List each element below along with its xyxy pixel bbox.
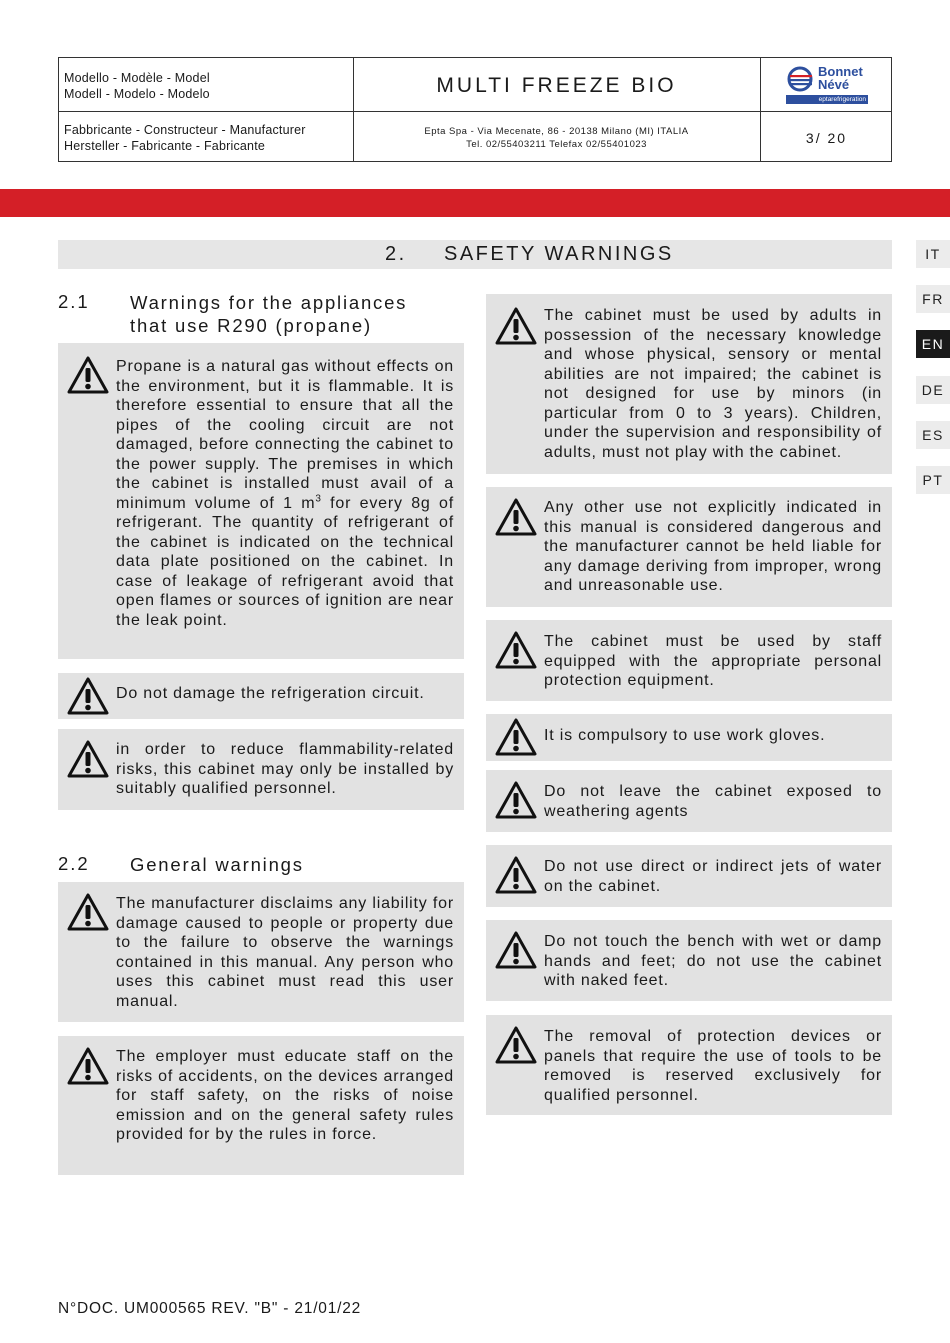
warning-triangle-icon — [494, 717, 538, 757]
subsection-2-1-title — [130, 291, 407, 337]
lang-tab-de[interactable]: DE — [916, 376, 950, 404]
warning-box-propane — [58, 343, 464, 659]
document-number-footer: N°DOC. UM000565 REV. "B" - 21/01/22 — [58, 1300, 362, 1317]
warning-text: Do not damage the refrigeration circuit. — [116, 685, 425, 702]
logo-wordmark — [818, 66, 863, 91]
warning-text: Do not use direct or indirect jets of water on the cabinet. — [544, 858, 882, 895]
warning-triangle-icon — [494, 780, 538, 820]
warning-text — [116, 357, 454, 630]
bonnet-neve-logo — [786, 66, 870, 106]
page-number: 3/ 20 — [805, 130, 848, 146]
model-title: MULTI FREEZE BIO — [436, 74, 677, 97]
warning-box-ppe — [486, 620, 892, 701]
warning-triangle-icon — [66, 1046, 110, 1086]
subsection-2-1-title-line-1: Warnings for the appliances — [130, 292, 408, 313]
warning-triangle-icon — [494, 497, 538, 537]
lang-tab-fr[interactable]: FR — [916, 285, 950, 313]
logo-emblem-icon — [786, 66, 816, 94]
warning-box-wet-hands — [486, 920, 892, 1001]
address-line-2: Tel. 02/55403211 Telefax 02/55401023 — [466, 138, 647, 150]
section-number: 2. — [385, 243, 407, 265]
section-title: SAFETY WARNINGS — [444, 243, 674, 265]
warning-triangle-icon — [494, 855, 538, 895]
warning-text: Do not touch the bench with wet or damp hands and feet; do not use the cabinet with naked feet. — [544, 933, 882, 989]
warning-triangle-icon — [66, 676, 110, 716]
lang-tab-pt[interactable]: PT — [916, 466, 950, 494]
manufacturer-address — [353, 126, 760, 151]
manufacturer-label-line-2: Hersteller - Fabricante - Fabricante — [64, 139, 266, 153]
warning-triangle-icon — [494, 630, 538, 670]
warning-box-weathering — [486, 770, 892, 832]
lang-tab-it[interactable]: IT — [916, 240, 950, 268]
subsection-2-2-number: 2.2 — [58, 853, 90, 874]
warning-text: in order to reduce flammability-related risks, this cabinet may only be installed by suitably qualified personnel. — [116, 741, 454, 797]
warning-text: The employer must educate staff on the risks of accidents, on the devices arranged for staff safety, on the risks of noise emission and on the general safety rules provided for by the rules in force. — [116, 1048, 454, 1143]
warning-triangle-icon — [66, 892, 110, 932]
warning-triangle-icon — [494, 1025, 538, 1065]
subsection-2-1-title-line-2: that use R290 (propane) — [130, 315, 372, 336]
warning-text-part-2: for every 8g of refrigerant. The quantity of refrigerant of the cabinet is indicated on the technical data plate positioned on the cabinet. In case of leakage of refrigerant avoid that open flames or sources of ignition are near the leak point. — [116, 494, 454, 629]
warning-text: Do not leave the cabinet exposed to weathering agents — [544, 783, 882, 820]
section-heading — [58, 240, 892, 269]
model-label — [64, 70, 210, 102]
warning-text: The removal of protection devices or panels that require the use of tools to be removed is reserved exclusively for qualified personnel. — [544, 1028, 882, 1104]
warning-box-refrigeration-circuit — [58, 673, 464, 719]
address-line-1: Epta Spa - Via Mecenate, 86 - 20138 Milano (MI) ITALIA — [424, 126, 689, 137]
warning-triangle-icon — [66, 355, 110, 395]
lang-tab-es[interactable]: ES — [916, 421, 950, 449]
document-header — [58, 57, 892, 162]
warning-box-improper-use — [486, 487, 892, 607]
manufacturer-label — [64, 122, 306, 154]
warning-box-gloves — [486, 714, 892, 761]
warning-text-part-1: Propane is a natural gas without effects on the environment, but it is flammable. It is therefore essential to ensure that all the pipes of the cooling circuit are not damaged, before connecting the cabinet to the power supply. The premises in which the cabinet is installed must avail of a minimum volume of 1 m — [116, 358, 454, 512]
warning-box-water-jets — [486, 845, 892, 907]
superscript-3: 3 — [315, 493, 322, 505]
logo-subtitle: eptarefrigeration — [786, 95, 868, 104]
warning-triangle-icon — [494, 930, 538, 970]
warning-box-qualified-installation — [58, 729, 464, 810]
warning-text: It is compulsory to use work gloves. — [544, 727, 826, 744]
lang-tab-en[interactable]: EN — [916, 330, 950, 358]
warning-box-adults — [486, 294, 892, 474]
model-label-line-1: Modello - Modèle - Model — [64, 71, 210, 85]
warning-text: The cabinet must be used by staff equipped with the appropriate personal protection equipment. — [544, 633, 882, 689]
model-label-line-2: Modell - Modelo - Modelo — [64, 87, 210, 101]
logo-line-2: Névé — [818, 76, 850, 92]
subsection-2-2-title: General warnings — [130, 854, 304, 875]
warning-triangle-icon — [494, 306, 538, 346]
warning-triangle-icon — [66, 739, 110, 779]
warning-box-protection-devices — [486, 1015, 892, 1115]
red-divider-band — [0, 189, 950, 217]
subsection-2-1-number: 2.1 — [58, 291, 90, 312]
warning-box-employer — [58, 1036, 464, 1175]
warning-box-liability — [58, 882, 464, 1022]
warning-text: Any other use not explicitly indicated in this manual is considered dangerous and the manufacturer cannot be held liable for any damage deriving from improper, wrong and unreasonable use. — [544, 499, 882, 594]
warning-text: The manufacturer disclaims any liability for damage caused to people or property due to the failure to observe the warnings contained in this manual. Any person who uses this cabinet must read this user manual. — [116, 895, 454, 1010]
warning-text: The cabinet must be used by adults in possession of the necessary knowledge and whose physical, sensory or mental abilities are not impaired; the cabinet is not designed for use by minors (in particular from 0 to 3 years). Children, under the supervision and responsibility of adults, must not play with the cabinet. — [544, 307, 882, 461]
manufacturer-label-line-1: Fabbricante - Constructeur - Manufacturer — [64, 123, 306, 137]
logo-line-1: Bonnet — [818, 64, 863, 79]
